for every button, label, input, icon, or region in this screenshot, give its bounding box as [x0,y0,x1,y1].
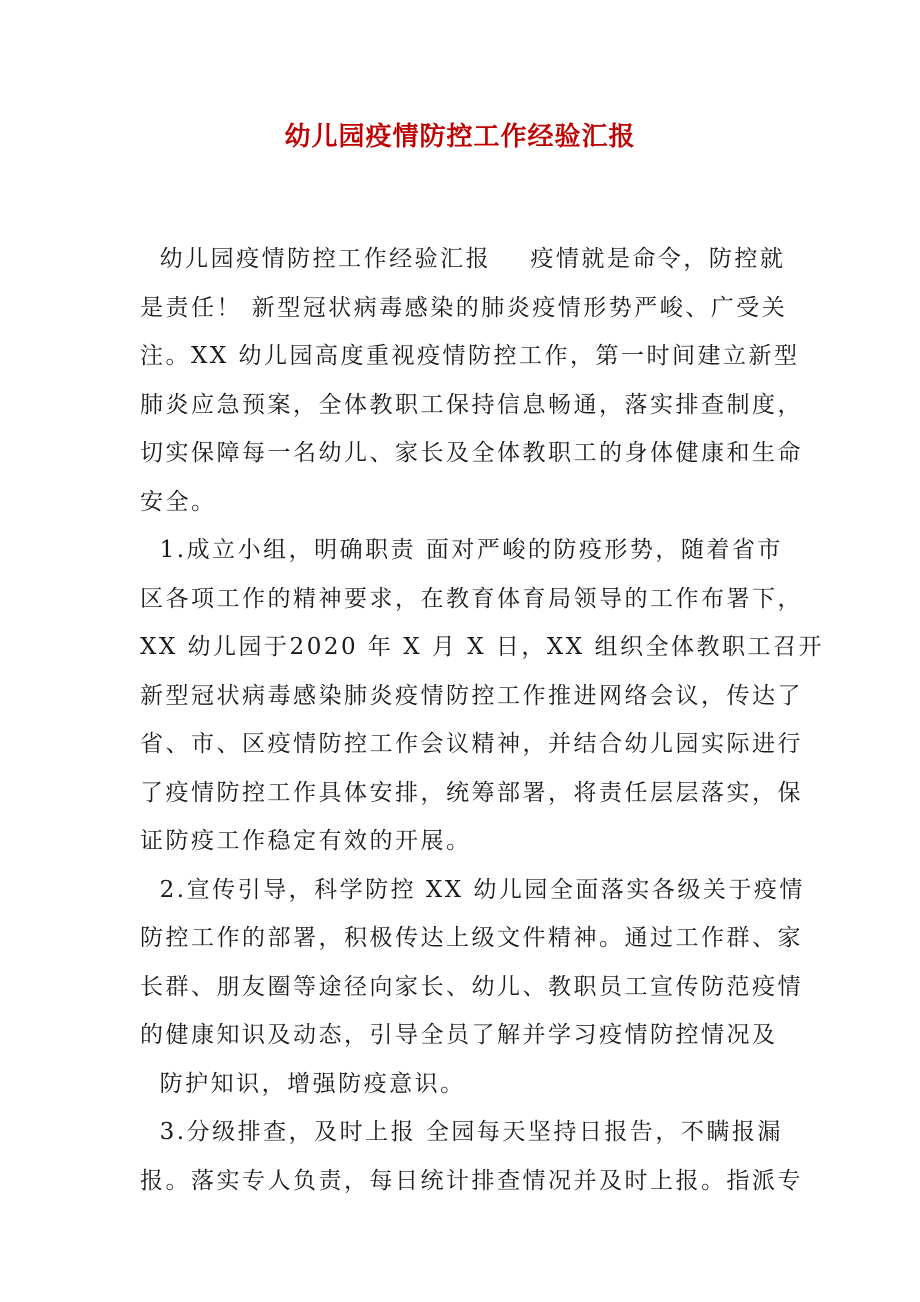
body-line: 切实保障每一名幼儿、家长及全体教职工的身体健康和生命 [140,440,803,466]
body-line: 省、市、区疫情防控工作会议精神，并结合幼儿园实际进行 [140,731,803,757]
body-line: 证防疫工作稳定有效的开展。 [140,828,472,854]
body-line: 报。落实专人负责，每日统计排查情况并及时上报。指派专 [140,1167,803,1194]
body-line: 长群、朋友圈等途径向家长、幼儿、教职员工宣传防范疫情 [140,973,803,1000]
body-line: 2.宣传引导，科学防控 XX 幼儿园全面落实各级关于疫情 [140,876,805,903]
body-line: 3.分级排查，及时上报 全园每天坚持日报告，不瞒报漏 [140,1119,783,1145]
body-line: XX 幼儿园于2020 年 X 月 X 日，XX 组织全体教职工召开 [140,634,824,660]
body-line: 新型冠状病毒感染肺炎疫情防控工作推进网络会议，传达了 [140,682,803,709]
body-line: 的健康知识及动态，引导全员了解并学习疫情防控情况及 [140,1022,778,1048]
body-line: 1.成立小组，明确职责 面对严峻的防疫形势，随着省市 [140,537,783,563]
body-line: 区各项工作的精神要求，在教育体育局领导的工作布署下， [140,585,803,612]
body-line: 幼儿园疫情防控工作经验汇报 疫情就是命令，防控就 [140,246,786,272]
body-line: 了疫情防控工作具体安排，统筹部署，将责任层层落实，保 [140,779,803,806]
body-line: 是责任！ 新型冠状病毒感染的肺炎疫情形势严峻、广受关 [140,294,788,321]
body-line: 防控工作的部署，积极传达上级文件精神。通过工作群、家 [140,925,803,951]
body-line: 安全。 [140,488,217,515]
document-body [140,235,824,1205]
body-line: 肺炎应急预案，全体教职工保持信息畅通，落实排查制度， [140,391,803,418]
body-line: 注。XX 幼儿园高度重视疫情防控工作，第一时间建立新型 [140,343,800,369]
document-title: 幼儿园疫情防控工作经验汇报 [284,122,636,152]
body-line: 防护知识，增强防疫意识。 [140,1070,466,1097]
